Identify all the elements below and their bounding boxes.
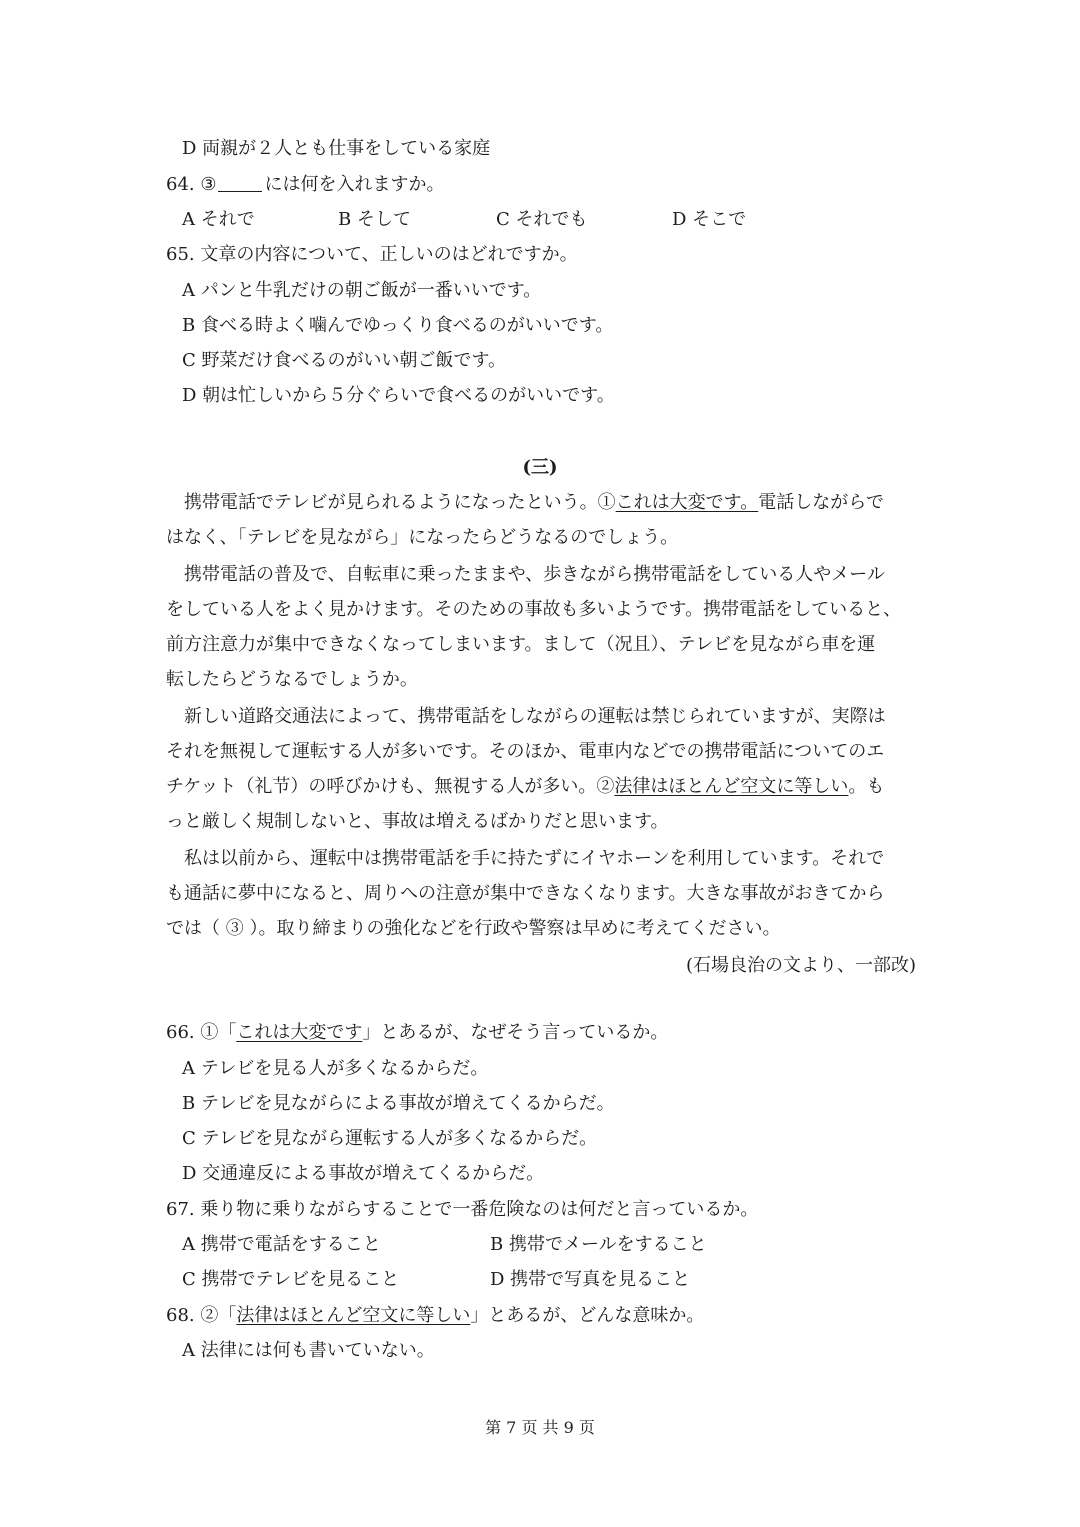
passage-paragraph-3 <box>166 699 918 839</box>
passage-paragraph-4 <box>166 841 918 946</box>
passage-line: 新しい道路交通法によって、携帯電話をしながらの運転は禁じられていますが、実際は <box>184 706 886 727</box>
q67-option-d: D 携帯で写真を見ること <box>490 1269 691 1290</box>
q67-option-b: B 携帯でメールをすること <box>490 1234 707 1255</box>
q66-option-c: C テレビを見ながら運転する人が多くなるからだ。 <box>182 1128 598 1149</box>
q64-blank <box>218 173 262 192</box>
q65-option-c: C 野菜だけ食べるのがいい朝ご飯です。 <box>182 350 507 371</box>
q65-option-b: B 食べる時よく噛んでゆっくり食べるのがいいです。 <box>182 315 614 336</box>
passage-line: 転したらどうなるでしょうか。 <box>166 669 418 690</box>
passage-line: それを無視して運転する人が多いです。そのほか、電車内などでの携帯電話についてのエ <box>166 741 885 762</box>
text-segment: 」とあるが、なぜそう言っているか。 <box>362 1022 669 1043</box>
passage-line: 私は以前から、運転中は携帯電話を手に持たずにイヤホーンを利用しています。それで <box>184 848 885 869</box>
passage-line: っと厳しく規制しないと、事故は増えるばかりだと思います。 <box>166 811 669 832</box>
passage-line <box>166 769 918 804</box>
q64-option-b: B そして <box>338 209 411 230</box>
q66-option-b: B テレビを見ながらによる事故が増えてくるからだ。 <box>182 1093 615 1114</box>
q65-option-a: A パンと牛乳だけの朝ご飯が一番いいです。 <box>182 280 542 301</box>
passage-line <box>166 485 918 520</box>
q63-option-d: D 両親が２人とも仕事をしている家庭 <box>182 138 491 159</box>
passage-line: 携帯電話の普及で、自転車に乗ったままや、歩きながら携帯電話をしている人やメール <box>184 564 885 585</box>
q64-stem-suffix: には何を入れますか。 <box>264 174 445 195</box>
q68-option-a: A 法律には何も書いていない。 <box>182 1340 435 1361</box>
text-segment: 」とあるが、どんな意味か。 <box>470 1305 705 1326</box>
underlined-phrase-1: これは大変です。 <box>615 492 759 513</box>
q66-underlined-phrase: これは大変です <box>236 1022 363 1043</box>
q68-stem <box>166 1303 704 1329</box>
q64-option-c: C それでも <box>496 209 588 230</box>
text-segment: 68. ②「 <box>166 1305 237 1326</box>
text-segment: 。も <box>848 776 885 797</box>
underlined-phrase-2: 法律はほとんど空文に等しい <box>614 776 849 797</box>
passage-line: も通話に夢中になると、周りへの注意が集中できなくなります。大きな事故がおきてから <box>166 883 885 904</box>
passage-line: では（ ③ ）。取り締まりの強化などを行政や警察は早めに考えてください。 <box>166 918 781 939</box>
section-heading: (三) <box>522 457 558 478</box>
text-segment: 電話しながらで <box>758 492 885 513</box>
passage-source: (石場良治の文より、一部改) <box>685 955 916 976</box>
page-footer: 第 7 页 共 9 页 <box>485 1418 595 1437</box>
q64-option-a: A それで <box>182 209 255 230</box>
q66-option-a: A テレビを見る人が多くなるからだ。 <box>182 1058 489 1079</box>
text-segment: 携帯電話でテレビが見られるようになったという。① <box>184 492 616 513</box>
passage-line: 前方注意力が集中できなくなってしまいます。まして（况且）、テレビを見ながら車を運 <box>166 634 876 655</box>
passage-line: をしている人をよく見かけます。そのための事故も多いようです。携帯電話をしていると、 <box>166 599 902 620</box>
passage-paragraph-1 <box>166 485 918 555</box>
q65-stem: 65. 文章の内容について、正しいのはどれですか。 <box>166 244 578 265</box>
q66-stem <box>166 1020 668 1046</box>
q67-stem: 67. 乗り物に乗りながらすることで一番危険なのは何だと言っているか。 <box>166 1199 759 1220</box>
text-segment: 66. ①「 <box>166 1022 237 1043</box>
passage-paragraph-2 <box>166 557 918 697</box>
q68-underlined-phrase: 法律はほとんど空文に等しい <box>236 1305 471 1326</box>
q67-option-c: C 携帯でテレビを見ること <box>182 1269 400 1290</box>
q65-option-d: D 朝は忙しいから５分ぐらいで食べるのがいいです。 <box>182 385 615 406</box>
q64-stem <box>166 172 444 198</box>
q66-option-d: D 交通違反による事故が増えてくるからだ。 <box>182 1163 545 1184</box>
q64-option-d: D そこで <box>672 209 747 230</box>
q67-option-a: A 携帯で電話をすること <box>182 1234 381 1255</box>
q64-stem-prefix: 64. ③ <box>166 174 217 195</box>
passage-line: はなく、「テレビを見ながら」になったらどうなるのでしょう。 <box>166 527 679 548</box>
text-segment: チケット（礼节）の呼びかけも、無視する人が多い。② <box>166 776 615 797</box>
